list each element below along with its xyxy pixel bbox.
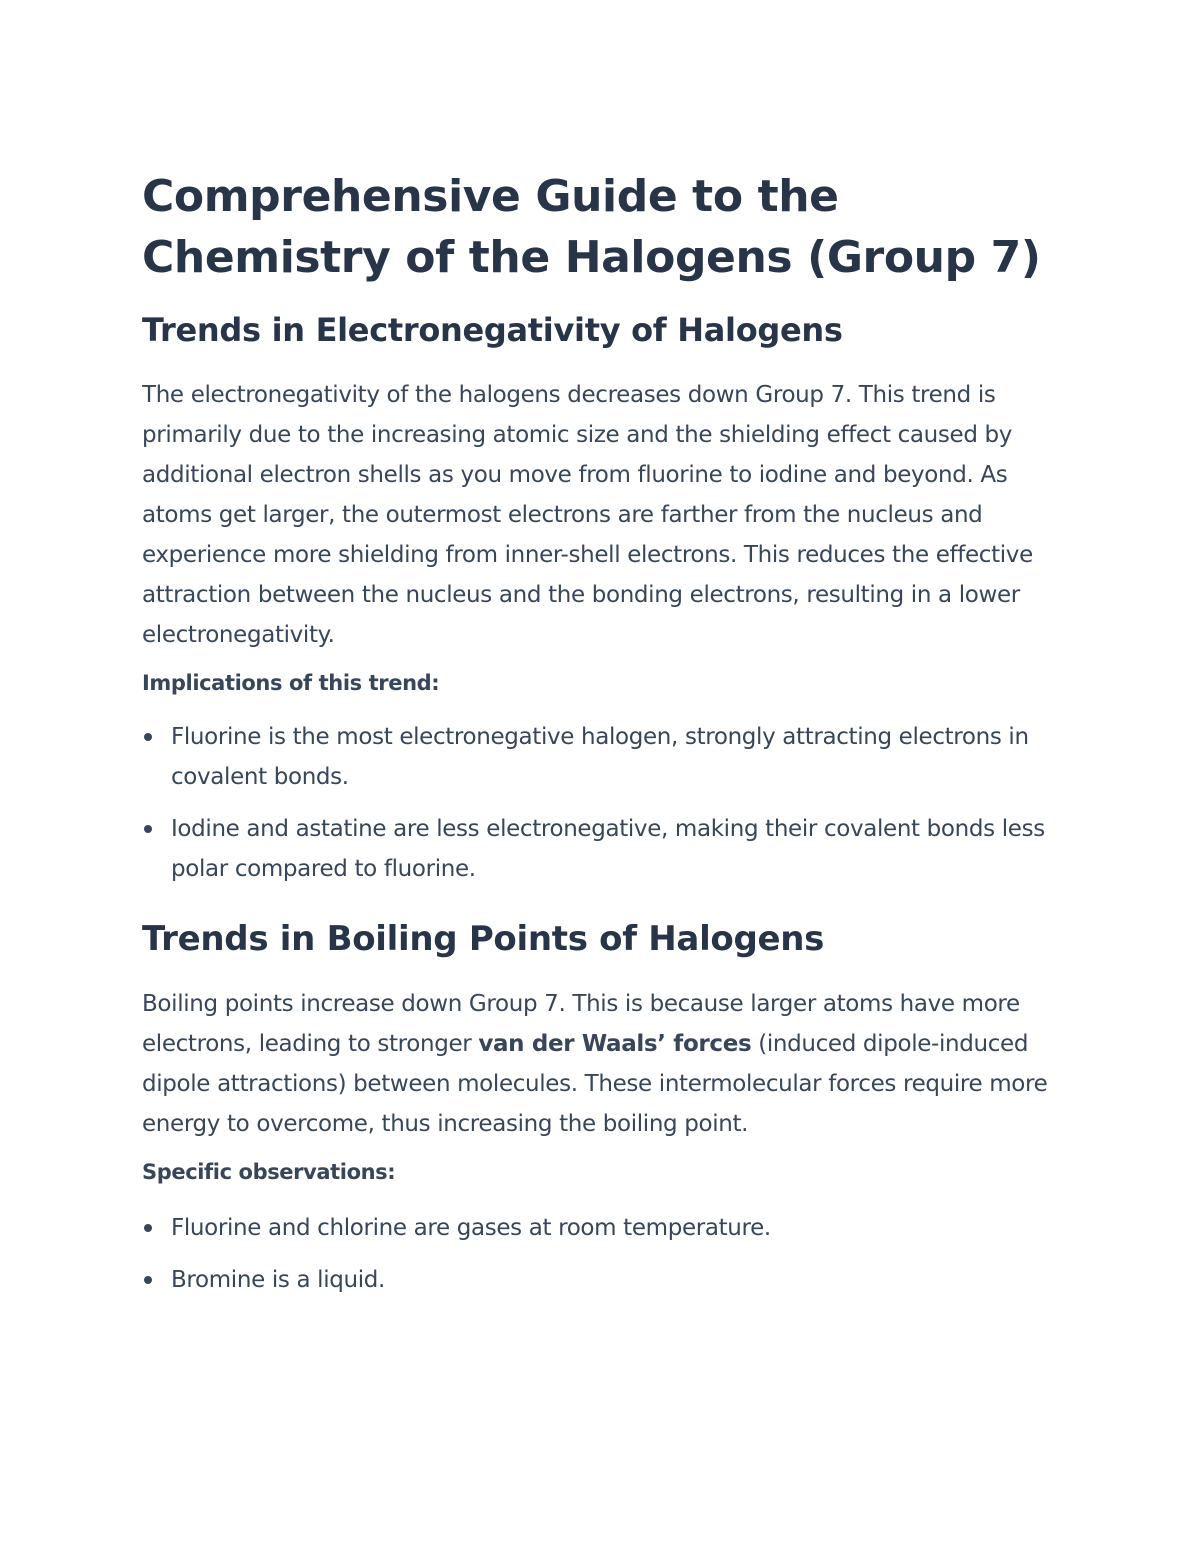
bullet-icon [144,825,152,833]
section-heading-boiling-points: Trends in Boiling Points of Halogens [142,919,825,959]
list-item [142,809,1062,889]
bold-term: van der Waals’ forces [478,1031,752,1057]
section-paragraph-electronegativity: The electronegativity of the halogens decreases down Group 7. This trend is primarily due to the increasing atomic size and the shielding effect caused by additional electron shells as you move from fluorine to iodine and beyond. As atoms get larger, the outermost electrons are farther from the nucleus and experience more shielding from inner-shell electrons. This reduces the effective attraction between the nucleus and the bonding electrons, resulting in a lower electronegativity. [142,382,1033,648]
paragraph-text: (induced dipole-induced dipole attractions) between molecules. These intermolecular forces require more energy to overcome, thus increasing the boiling point. [142,1031,1048,1137]
list-item [142,717,1062,797]
section-heading-electronegativity: Trends in Electronegativity of Halogens [142,311,843,349]
page-title: Comprehensive Guide to the Chemistry of the Halogens (Group 7) [142,171,1041,283]
list-item-text: Bromine is a liquid. [171,1267,385,1293]
list-item-text: Fluorine and chlorine are gases at room temperature. [171,1215,771,1241]
subheading-implications: Implications of this trend: [142,671,440,695]
list-item-text: Iodine and astatine are less electronegative, making their covalent bonds less polar compared to fluorine. [171,816,1045,882]
bullet-icon [144,1276,152,1284]
paragraph-text: Boiling points increase down Group 7. This is because larger atoms have more electrons, leading to stronger [142,991,1020,1057]
document-page [142,166,1062,1312]
section-paragraph-boiling-points [142,984,1062,1144]
list-item [142,1260,1062,1300]
implications-list [142,717,1062,889]
bullet-icon [144,733,152,741]
observations-list [142,1208,1062,1300]
list-item-text: Fluorine is the most electronegative halogen, strongly attracting electrons in covalent bonds. [171,724,1029,790]
subheading-observations: Specific observations: [142,1160,396,1184]
list-item [142,1208,1062,1248]
bullet-icon [144,1224,152,1232]
